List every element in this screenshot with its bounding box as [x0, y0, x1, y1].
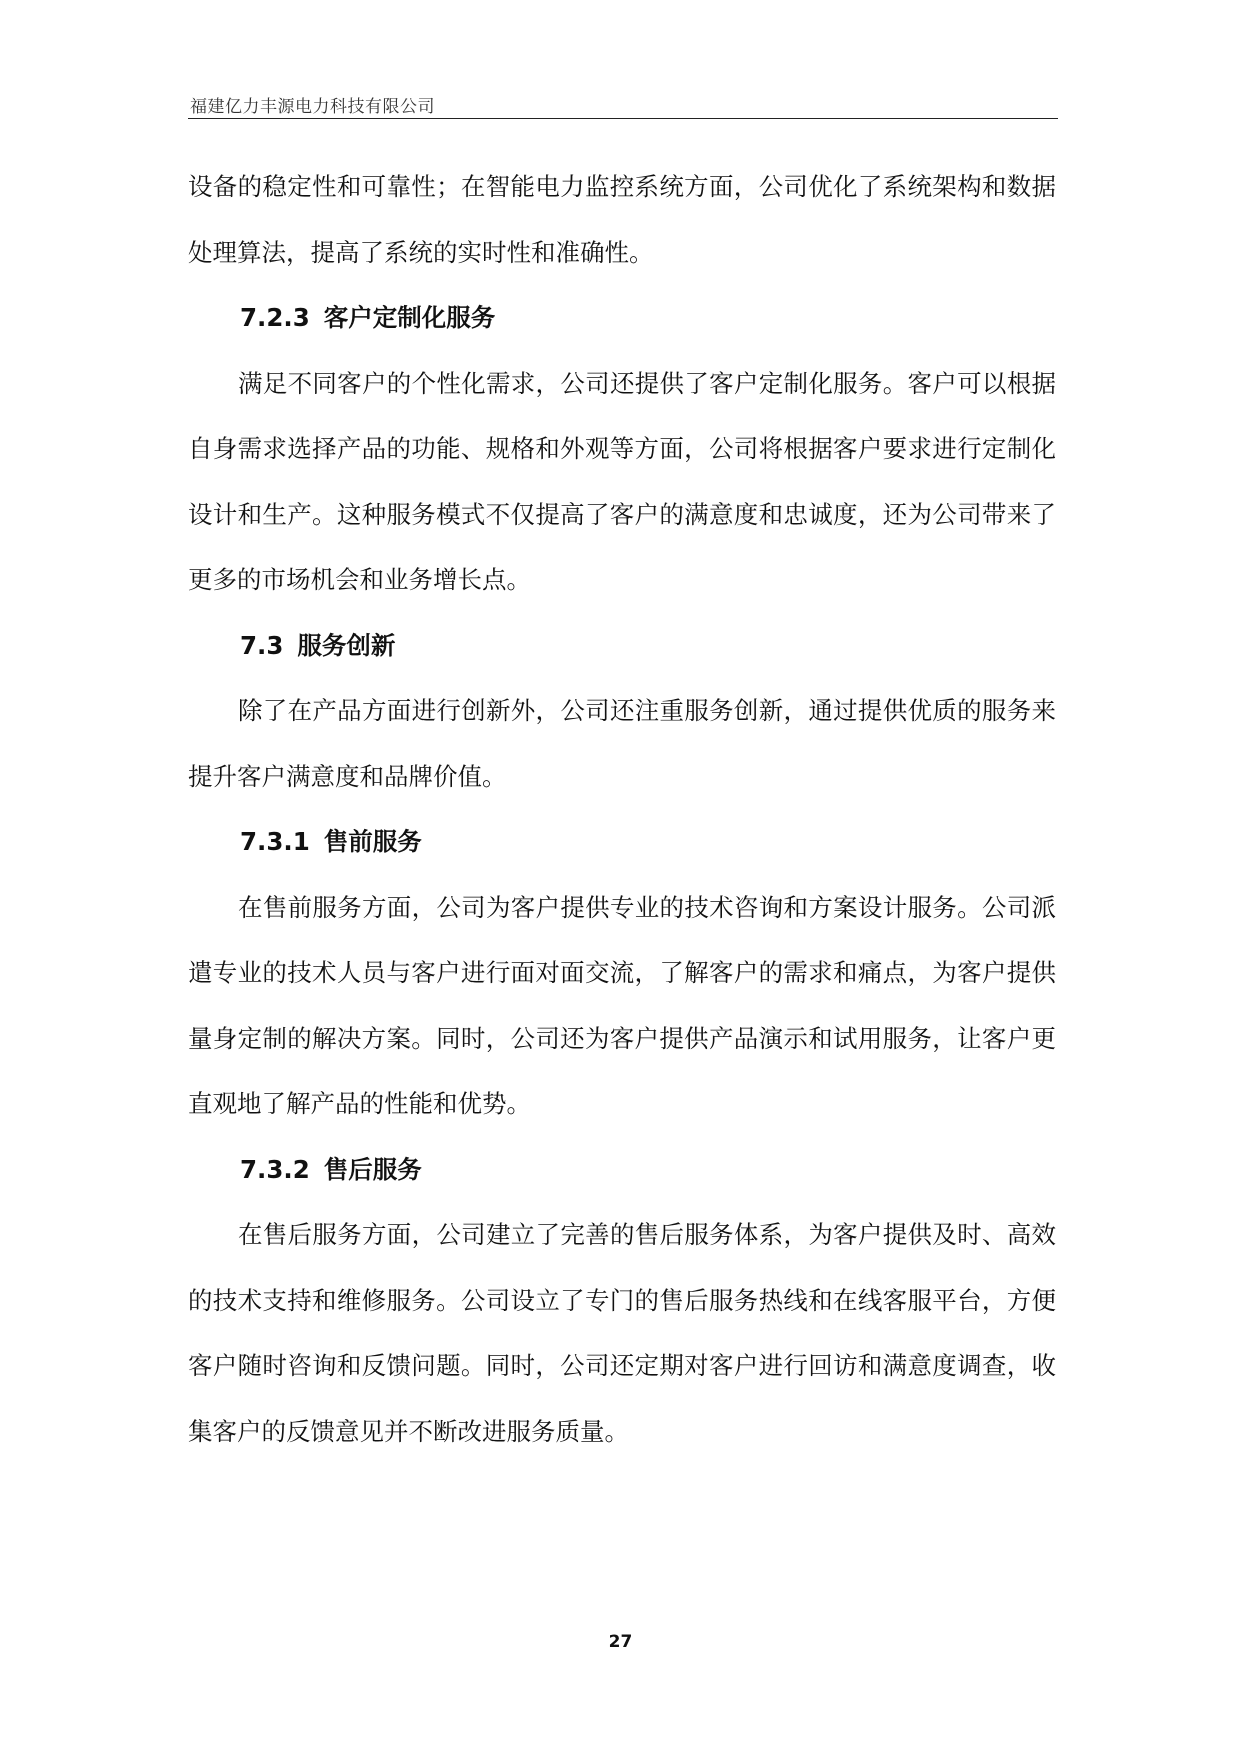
header-divider	[188, 118, 1058, 119]
paragraph-custom-service: 满足不同客户的个性化需求，公司还提供了客户定制化服务。客户可以根据自身需求选择产品的功能、规格和外观等方面，公司将根据客户要求进行定制化设计和生产。这种服务模式不仅提高了客户的满意度和忠诚度，还为公司带来了更多的市场机会和业务增长点。	[188, 368, 1056, 594]
section-heading-7-2-3	[188, 285, 1056, 351]
paragraph-presales: 在售前服务方面，公司为客户提供专业的技术咨询和方案设计服务。公司派遣专业的技术人员与客户进行面对面交流，了解客户的需求和痛点，为客户提供量身定制的解决方案。同时，公司还为客户提供产品演示和试用服务，让客户更直观地了解产品的性能和优势。	[188, 892, 1056, 1118]
paragraph-aftersales: 在售后服务方面，公司建立了完善的售后服务体系，为客户提供及时、高效的技术支持和维修服务。公司设立了专门的售后服务热线和在线客服平台，方便客户随时咨询和反馈问题。同时，公司还定期对客户进行回访和满意度调查，收集客户的反馈意见并不断改进服务质量。	[188, 1220, 1056, 1446]
paragraph-service-innovation: 除了在产品方面进行创新外，公司还注重服务创新，通过提供优质的服务来提升客户满意度和品牌价值。	[188, 696, 1056, 791]
section-title: 客户定制化服务	[323, 303, 496, 332]
section-title: 服务创新	[297, 630, 396, 660]
page-number: 27	[608, 1632, 633, 1652]
section-title: 售后服务	[323, 1154, 422, 1184]
section-heading-7-3-1	[188, 809, 1056, 875]
section-number: 7.2.3	[240, 303, 310, 332]
section-number: 7.3	[240, 630, 284, 660]
section-title: 售前服务	[323, 827, 422, 856]
section-heading-7-3	[188, 613, 1056, 679]
document-body	[188, 154, 1056, 1464]
section-number: 7.3.1	[240, 827, 310, 856]
paragraph-continuation: 设备的稳定性和可靠性；在智能电力监控系统方面，公司优化了系统架构和数据处理算法，提高了系统的实时性和准确性。	[188, 172, 1056, 267]
section-number: 7.3.2	[240, 1154, 310, 1184]
section-heading-7-3-2	[188, 1137, 1056, 1203]
running-header-company: 福建亿力丰源电力科技有限公司	[190, 97, 435, 117]
